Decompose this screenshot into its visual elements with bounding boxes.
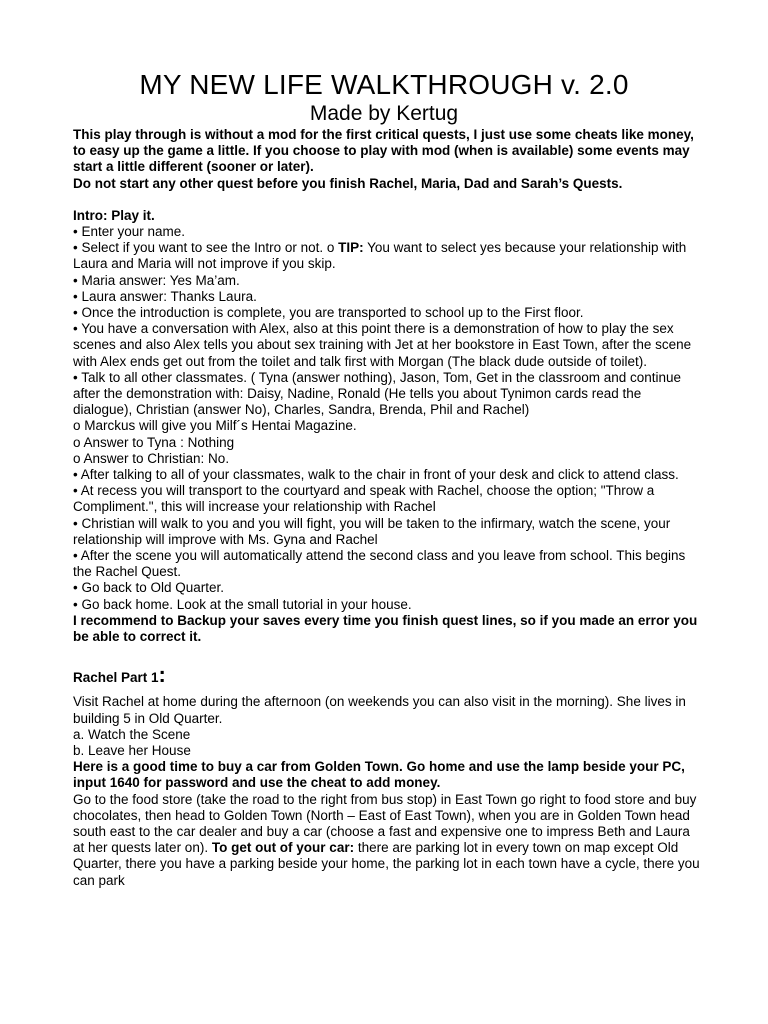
- car-tip: Here is a good time to buy a car from Golden Town. Go home and use the lamp beside your PC, input 1640 for password and use the cheat to add money.: [73, 759, 685, 791]
- intro-step-12: • Go back to Old Quarter.: [73, 580, 225, 596]
- spacer: [73, 192, 701, 208]
- intro-substep-1: o Marckus will give you Milf´s Hentai Magazine.: [73, 418, 357, 434]
- intro-step-8: • After talking to all of your classmates, walk to the chair in front of your desk and click to attend class.: [73, 467, 679, 483]
- intro-step-1: • Enter your name.: [73, 224, 186, 240]
- tip-label: TIP:: [338, 240, 364, 256]
- car-text: Go to the food store (take the road to the right from bus stop) in East Town go right to food store and buy chocolates, then head to Golden Town (North – East of East Town), when you are in Golden Town head south east to the car dealer and buy a car (choose a fast and expensive one to impress Beth and Laura at her quests later on).: [73, 791, 697, 856]
- intro-note-paragraph: This play through is without a mod for the first critical quests, I just use some cheats like money, to easy up the game a little. If you choose to play with mod (when is available) some events may start a little different (sooner or later).: [73, 127, 694, 175]
- car-exit-label: To get out of your car:: [211, 840, 355, 856]
- backup-note: I recommend to Backup your saves every time you finish quest lines, so if you made an error you be able to correct it.: [73, 612, 698, 645]
- rachel-option-b: b. Leave her House: [73, 742, 191, 758]
- intro-section-heading: Intro: Play it.: [73, 207, 155, 223]
- intro-step-2: [73, 240, 701, 272]
- intro-step-2-text: • Select if you want to see the Intro or not. o: [73, 240, 339, 256]
- intro-step-3: • Maria answer: Yes Ma’am.: [73, 272, 240, 288]
- quest-order-note: Do not start any other quest before you finish Rachel, Maria, Dad and Sarah’s Quests.: [73, 175, 623, 191]
- intro-step-7: • Talk to all other classmates. ( Tyna (answer nothing), Jason, Tom, Get in the classroom and continue after the demonstration with: Daisy, Nadine, Ronald (He tells you about Tynimon cards read the dialogue), Christian (answer No), Charles, Sandra, Brenda, Phil and Rachel): [73, 369, 682, 418]
- car-exit-text: there are parking lot in every town on map except Old Quarter, there you have a parking beside your home, the parking lot in each town have a cycle, there you can park: [73, 840, 700, 888]
- intro-step-11: • After the scene you will automatically attend the second class and you leave from school. This begins the Rachel Quest.: [73, 548, 686, 580]
- document-title: MY NEW LIFE WALKTHROUGH v. 2.0: [139, 69, 629, 100]
- rachel-part1-heading-colon: :: [158, 662, 166, 688]
- intro-step-13: • Go back home. Look at the small tutorial in your house.: [73, 596, 412, 612]
- intro-step-6: • You have a conversation with Alex, also at this point there is a demonstration of how to play the sex scenes and also Alex tells you about sex training with Jet at her bookstore in East Town, after the scene with Alex ends get out from the toilet and talk first with Morgan (The black dude outside of toilet).: [73, 321, 692, 369]
- intro-step-4: • Laura answer: Thanks Laura.: [73, 288, 257, 304]
- car-paragraph: [73, 792, 701, 889]
- intro-substep-3: o Answer to Christian: No.: [73, 450, 230, 466]
- tip-text: You want to select yes because your relationship with Laura and Maria will not improve if you skip.: [73, 240, 687, 272]
- rachel-part1-heading-text: Rachel Part 1: [73, 670, 159, 686]
- document-body: [73, 127, 701, 889]
- rachel-visit-text: Visit Rachel at home during the afternoon (on weekends you can also visit in the morning). She lives in building 5 in Old Quarter.: [73, 694, 686, 726]
- rachel-option-a: a. Watch the Scene: [73, 726, 191, 742]
- document-subtitle: Made by Kertug: [309, 102, 459, 125]
- spacer: [73, 645, 701, 665]
- intro-step-10: • Christian will walk to you and you will fight, you will be taken to the infirmary, watch the scene, your relationship will improve with Ms. Gyna and Rachel: [73, 515, 671, 547]
- intro-substep-2: o Answer to Tyna : Nothing: [73, 434, 235, 450]
- intro-step-9: • At recess you will transport to the courtyard and speak with Rachel, choose the option; "Throw a Compliment.", this will increase your relationship with Rachel: [73, 483, 655, 515]
- intro-step-5: • Once the introduction is complete, you are transported to school up to the First floor.: [73, 305, 584, 321]
- rachel-part1-heading: [73, 662, 701, 688]
